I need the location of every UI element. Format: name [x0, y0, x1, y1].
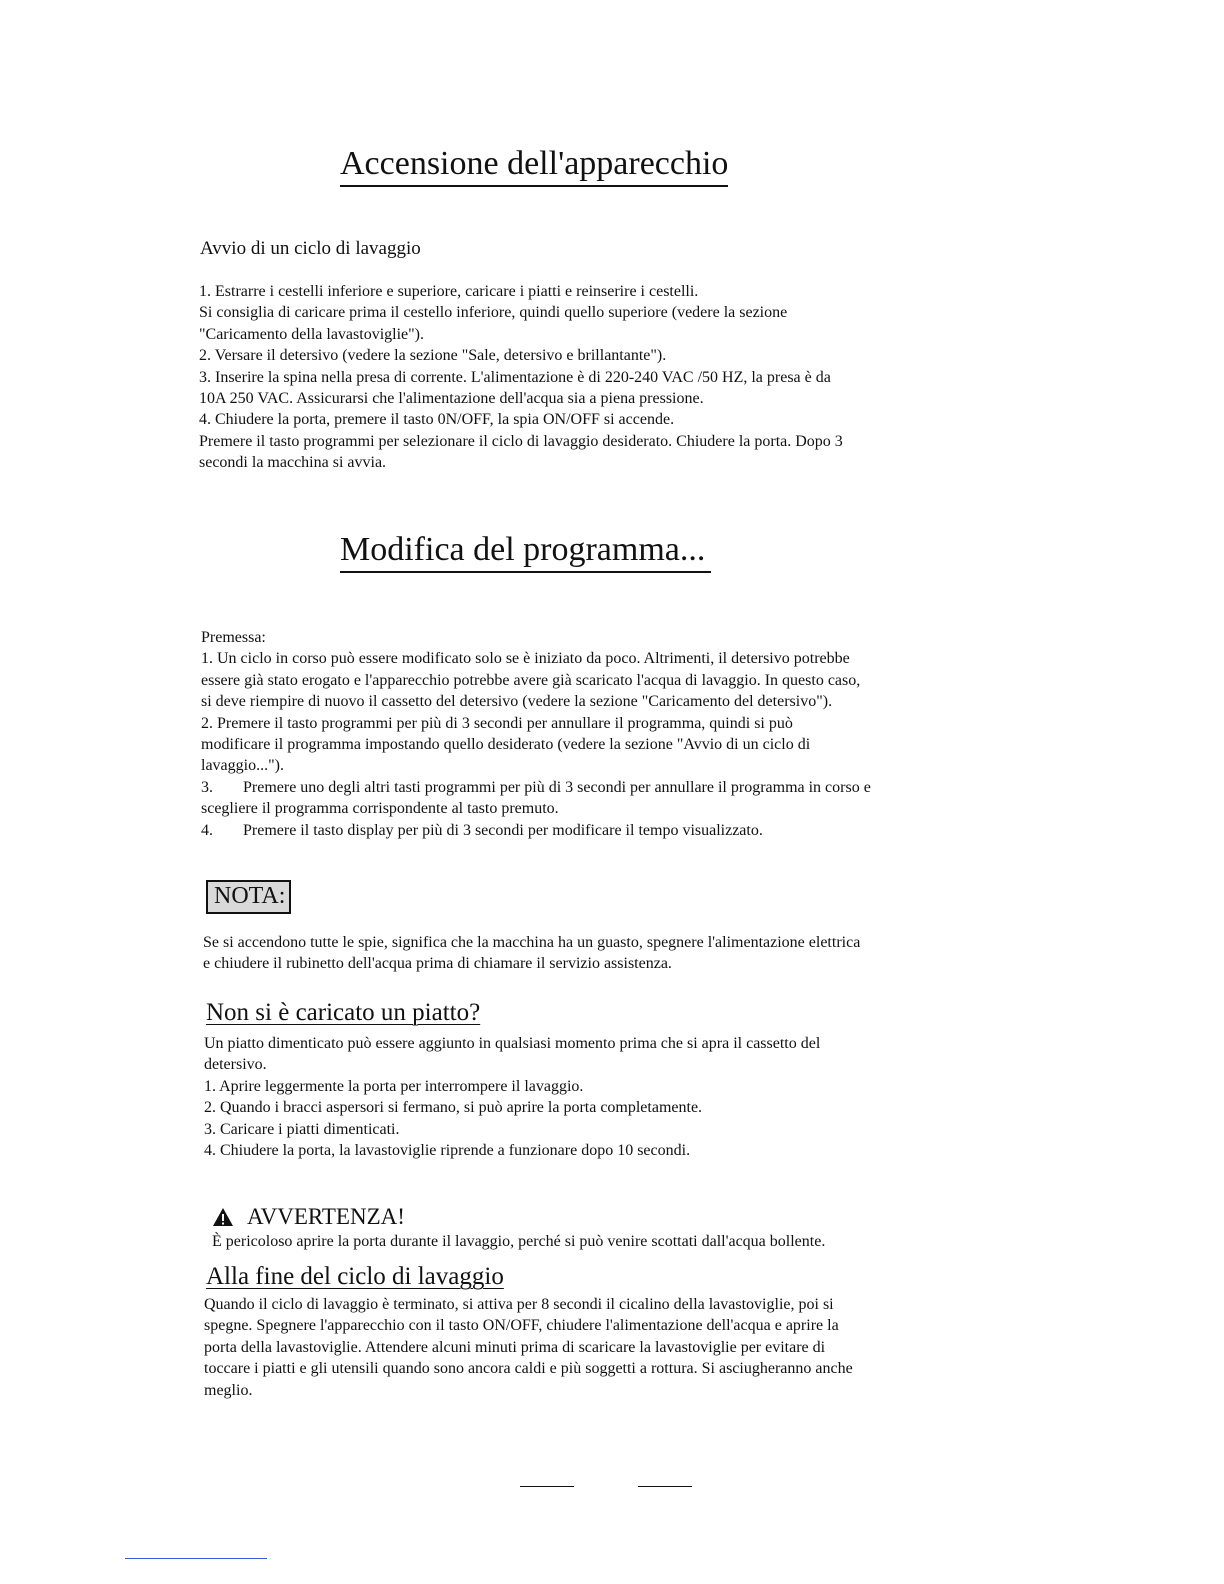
- nota-label-box: NOTA:: [206, 880, 291, 914]
- text-line: e chiudere il rubinetto dell'acqua prima di chiamare il servizio assistenza.: [203, 955, 672, 973]
- text-line: meglio.: [204, 1381, 253, 1399]
- text-line: si deve riempire di nuovo il cassetto del detersivo (vedere la sezione "Caricamento del detersivo").: [201, 693, 833, 711]
- list-item: [201, 777, 871, 798]
- text-line: spegne. Spegnere l'apparecchio con il tasto ON/OFF, chiudere l'alimentazione dell'acqua e aprire la: [204, 1317, 839, 1335]
- text-line: Premere il tasto programmi per selezionare il ciclo di lavaggio desiderato. Chiudere la porta. Dopo 3: [199, 432, 843, 450]
- text-line: modificare il programma impostando quello desiderato (vedere la sezione "Avvio di un ciclo di: [201, 736, 811, 754]
- list-item: [201, 820, 871, 841]
- footer-rule-right: [638, 1486, 692, 1487]
- text-line: Si consiglia di caricare prima il cestello inferiore, quindi quello superiore (vedere la sezione: [199, 304, 788, 322]
- list-number: 3.: [201, 778, 213, 796]
- footer-rule-left: [520, 1486, 574, 1487]
- section3-body: [204, 1033, 820, 1161]
- text-line: 2. Quando i bracci aspersori si fermano, si può aprire la porta completamente.: [204, 1099, 703, 1117]
- section-title-modifica: Modifica del programma...: [340, 530, 711, 573]
- text-line: 4. Chiudere la porta, premere il tasto 0N/OFF, la spia ON/OFF si accende.: [199, 411, 675, 429]
- nota-body: [203, 932, 860, 975]
- text-line: 1. Estrarre i cestelli inferiore e superiore, caricare i piatti e reinserire i cestelli.: [199, 283, 699, 300]
- text-line: toccare i piatti e gli utensili quando sono ancora caldi e più soggetti a rottura. Si asciugheranno anche: [204, 1360, 853, 1378]
- section-title-piatto: Non si è caricato un piatto?: [206, 999, 481, 1026]
- warning-triangle-icon: [212, 1207, 234, 1232]
- section2-body: [201, 627, 871, 841]
- list-number: 4.: [201, 821, 213, 839]
- subtitle-avvio: Avvio di un ciclo di lavaggio: [200, 238, 421, 259]
- text-line: Premessa:: [201, 629, 266, 646]
- text-line: secondi la macchina si avvia.: [199, 454, 387, 472]
- section-title-accensione: Accensione dell'apparecchio: [340, 144, 728, 187]
- warning-title: AVVERTENZA!: [247, 1204, 405, 1229]
- text-line: 1. Aprire leggermente la porta per interrompere il lavaggio.: [204, 1077, 584, 1095]
- text-line: Se si accendono tutte le spie, significa che la macchina ha un guasto, spegnere l'alimentazione elettrica: [203, 934, 861, 951]
- section4-body: [204, 1294, 853, 1401]
- list-text: Premere uno degli altri tasti programmi per più di 3 secondi per annullare il programma in corso e: [243, 778, 871, 796]
- text-line: Un piatto dimenticato può essere aggiunto in qualsiasi momento prima che si apra il cassetto del: [204, 1035, 821, 1052]
- list-text: Premere il tasto display per più di 3 secondi per modificare il tempo visualizzato.: [243, 821, 763, 839]
- text-line: scegliere il programma corrispondente al tasto premuto.: [201, 800, 559, 818]
- section1-body: [199, 281, 843, 474]
- text-line: 10A 250 VAC. Assicurarsi che l'alimentazione dell'acqua sia a piena pressione.: [199, 390, 704, 408]
- text-line: detersivo.: [204, 1056, 267, 1074]
- section-title-fine-ciclo: Alla fine del ciclo di lavaggio: [206, 1263, 504, 1290]
- text-line: 2. Versare il detersivo (vedere la sezione "Sale, detersivo e brillantante").: [199, 347, 667, 365]
- text-line: Quando il ciclo di lavaggio è terminato, si attiva per 8 secondi il cicalino della lavastoviglie, poi si: [204, 1296, 834, 1313]
- warning-text: È pericoloso aprire la porta durante il lavaggio, perché si può venire scottati dall'acqua bollente.: [212, 1233, 826, 1250]
- text-line: 2. Premere il tasto programmi per più di 3 secondi per annullare il programma, quindi si può: [201, 714, 793, 732]
- text-line: lavaggio...").: [201, 757, 284, 775]
- text-line: 3. Inserire la spina nella presa di corrente. L'alimentazione è di 220-240 VAC /50 HZ, la presa è da: [199, 368, 831, 386]
- text-line: 3. Caricare i piatti dimenticati.: [204, 1120, 400, 1138]
- text-line: "Caricamento della lavastoviglie").: [199, 325, 424, 343]
- text-line: 1. Un ciclo in corso può essere modificato solo se è iniziato da poco. Altrimenti, il detersivo potrebbe: [201, 650, 850, 668]
- footer-blue-rule: [125, 1558, 267, 1559]
- text-line: essere già stato erogato e l'apparecchio potrebbe avere già scaricato l'acqua di lavaggio. In questo caso,: [201, 671, 861, 689]
- text-line: porta della lavastoviglie. Attendere alcuni minuti prima di scaricare la lavastoviglie per evitare di: [204, 1338, 826, 1356]
- text-line: 4. Chiudere la porta, la lavastoviglie riprende a funzionare dopo 10 secondi.: [204, 1142, 691, 1160]
